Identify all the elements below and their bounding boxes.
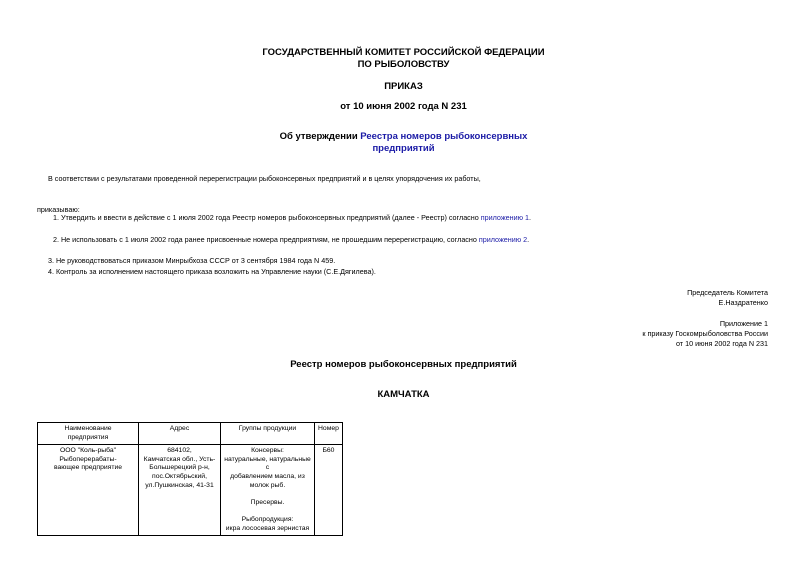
order-item-3: 3. Не руководствоваться приказом Минрыбхоза СССР от 3 сентября 1984 года N 459.: [48, 256, 336, 265]
header-number: Номер: [315, 423, 343, 445]
region-heading: КАМЧАТКА: [377, 389, 430, 400]
order-item-4: 4. Контроль за исполнением настоящего приказа возложить на Управление науки (С.Е.Дягилева).: [48, 267, 376, 276]
cell-product-groups: Консервы: натуральные, натуральные с добавлением масла, из молок рыб. Пресервы. Рыбопродукция: икра лососевая зернистая: [221, 445, 315, 536]
table-header-row: [38, 423, 343, 445]
appendix-ref-line1: к приказу Госкомрыболовства России: [642, 329, 768, 338]
org-name-line2: ПО РЫБОЛОВСТВУ: [357, 59, 450, 70]
appendix-ref-line2: от 10 июня 2002 года N 231: [675, 339, 768, 348]
order-item-2-text: 2. Не использовать с 1 июля 2002 года ранее присвоенные номера предприятиям, не прошедшим перерегистрацию, согласно: [53, 235, 479, 244]
appendix-1-link[interactable]: приложению 1: [480, 213, 530, 222]
document-type: ПРИКАЗ: [384, 81, 423, 92]
preamble: В соответствии с результатами проведенной перерегистрации рыбоконсервных предприятий и в целях упорядочения их работы,: [48, 174, 481, 183]
registry-title-link-cont[interactable]: предприятий: [372, 143, 435, 154]
cell-enterprise-name: ООО "Коль-рыба" Рыбоперерабаты- вающее предприятие: [38, 445, 139, 536]
cell-address: 684102, Камчатская обл., Усть- Большерецкий р-н, пос.Октябрьский, ул.Пушкинская, 41-31: [139, 445, 221, 536]
header-address: Адрес: [139, 423, 221, 445]
cell-number: Б60: [315, 445, 343, 536]
order-item-2-end: .: [527, 235, 530, 244]
registry-title: Реестр номеров рыбоконсервных предприятий: [290, 359, 517, 370]
signer-position: Председатель Комитета: [687, 288, 768, 297]
order-item-1: [53, 213, 531, 223]
header-enterprise-name: Наименование предприятия: [38, 423, 139, 445]
order-item-1-end: .: [529, 213, 532, 222]
table-row: [38, 445, 343, 536]
order-item-2: [53, 235, 529, 245]
registry-table: [37, 422, 343, 536]
document-date: от 10 июня 2002 года N 231: [340, 101, 467, 112]
header-product-groups: Группы продукции: [221, 423, 315, 445]
org-name-line1: ГОСУДАРСТВЕННЫЙ КОМИТЕТ РОССИЙСКОЙ ФЕДЕРАЦИИ: [262, 47, 545, 58]
registry-title-link[interactable]: Реестра номеров рыбоконсервных: [360, 131, 528, 142]
title-prefix: Об утверждении: [279, 131, 361, 142]
order-item-1-text: 1. Утвердить и ввести в действие с 1 июля 2002 года Реестр номеров рыбоконсервных предприятий (далее - Реестр) согласно: [53, 213, 481, 222]
appendix-2-link[interactable]: приложению 2: [478, 235, 528, 244]
document-title-line2: [0, 142, 807, 155]
appendix-label: Приложение 1: [719, 319, 768, 328]
signer-name: Е.Наздратенко: [718, 298, 768, 307]
order-word: приказываю:: [37, 205, 80, 214]
